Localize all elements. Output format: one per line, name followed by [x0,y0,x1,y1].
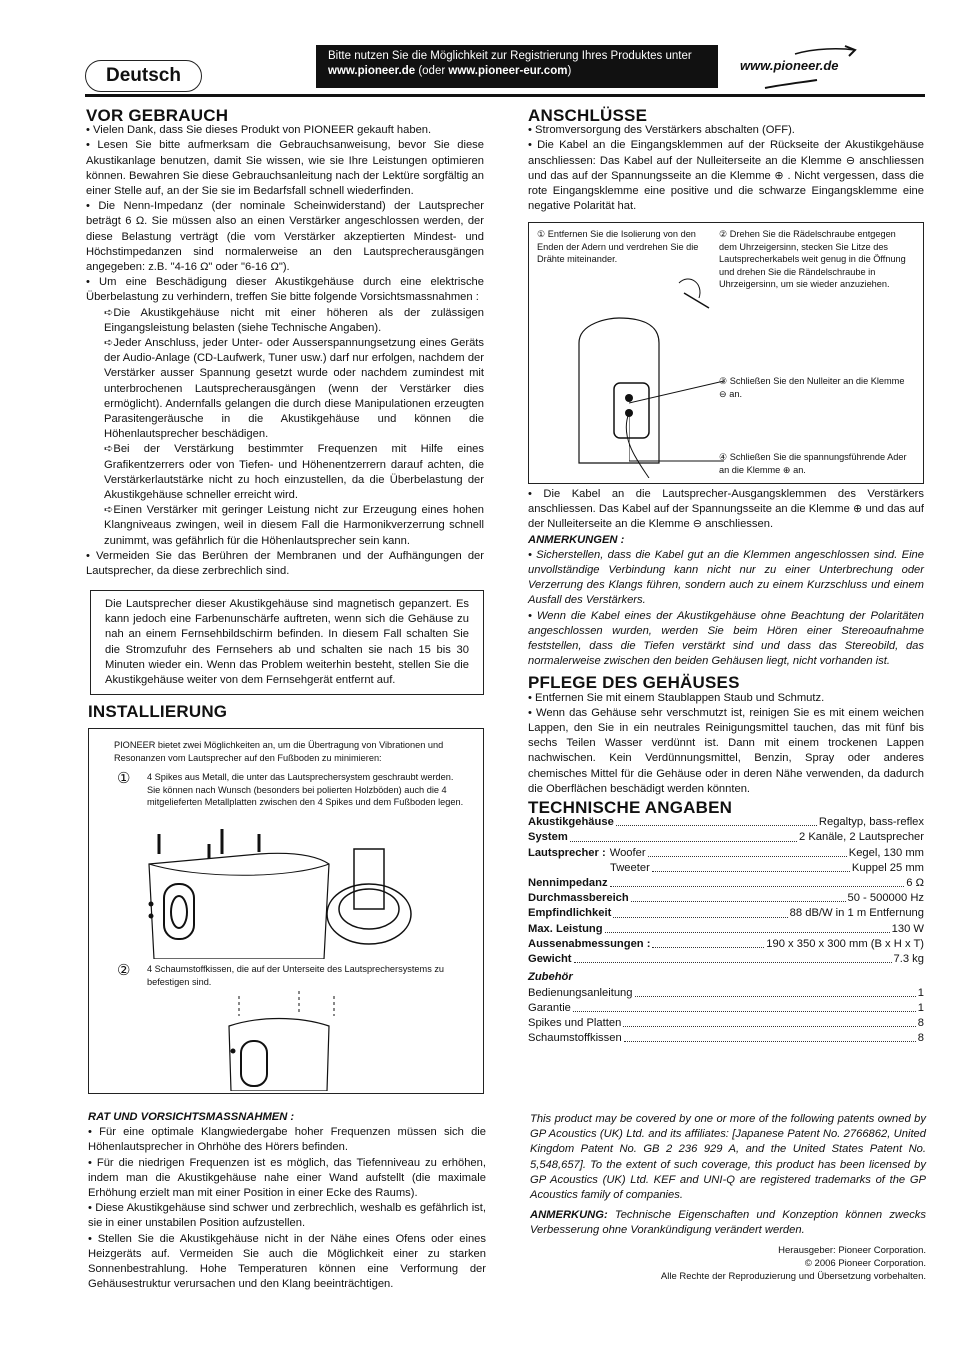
spec-row [528,891,924,906]
registration-banner [316,45,718,88]
spec-key: Lautsprecher : [528,846,606,859]
spec-row [528,876,924,891]
spec-row [528,1001,924,1016]
leader-lines [629,373,729,473]
dot-leader [623,1016,915,1027]
spec-value: 8 [917,1016,924,1029]
install-option-2: 4 Schaumstoffkissen, die auf der Unterseite des Lautsprechersystems zu befestigen sind. [147,964,445,987]
install-intro: PIONEER bietet zwei Möglichkeiten an, um die Übertragung von Vibrationen und Resonanzen vom Lautsprecher auf den Fußboden zu minimieren: [114,740,444,763]
spec-key: System [528,831,568,844]
section-title-vor-gebrauch: VOR GEBRAUCH [86,106,229,125]
change-notice [530,1208,926,1238]
spec-value: 88 dB/W in 1 m Entfernung [789,907,924,920]
section-title-anschluesse: ANSCHLÜSSE [528,106,648,125]
banner-end: ) [567,65,572,77]
paragraph: • Um eine Beschädigung dieser Akustikgehäuse durch eine elektrische Überbelastung zu verhindern, treffen Sie bitte folgende Vorsichtsmassnahmen : [86,276,484,304]
sub-paragraph: ➪Einen Verstärker mit geringer Leistung nicht zur Erzeugung eines hohen Klangniveaus zwingen, weil in diesem Fall die Harmonikverzerrung schnell zunimmt, was gefährlich für die Höhenlautsprecher sein kann. [104,504,484,547]
spec-key: Gewicht [528,953,572,966]
spec-row [528,952,924,967]
paragraph: • Die Kabel an die Eingangsklemmen auf der Rückseite der Akustikgehäuse anschliessen: Das Kabel auf der Nulleiterseite an die Klemme ⊖ anschliessen und das auf der Spannungsseite an die Klemme ⊕ . Nicht vergessen, dass die rote Eingangsklemme eine positive und die schwarze Eingangsklemme eine negative Polarität hat. [528,139,924,213]
spec-value: 6 Ω [906,877,924,890]
section-title-pflege: PFLEGE DES GEHÄUSES [528,673,740,693]
dot-leader [616,815,817,826]
change-notice-text: Technische Eigenschaften und Konzeption können zwecks Verbesserung ohne Vorankündigung verändert werden. [530,1209,926,1237]
publisher-block [661,1244,926,1283]
spec-subkey: Woofer [609,846,646,859]
notes-title: ANMERKUNGEN : [528,533,625,546]
step-4: ④ Schließen Sie die spannungsführende Ader an die Klemme ⊕ an. [719,452,907,475]
paragraph: • Vielen Dank, dass Sie dieses Produkt von PIONEER gekauft haben. [86,124,432,137]
note: • Wenn die Kabel eines der Akustikgehäuse ohne Beachtung der Polaritäten angeschlossen wurden, werden Sie beim Hören einer Stereoaufnahme feststellen, dass die Tiefen verstärkt sind und dass das Stereobild, das normalerweise zwischen den beiden Gehäusen liegt, nicht vorhanden ist. [528,609,924,668]
spec-key: Aussenabmessungen : [528,937,651,950]
spec-table [528,815,924,967]
spec-key: Schaumstoffkissen [528,1032,622,1045]
step-3: ③ Schließen Sie den Nulleiter an die Klemme ⊖ an. [719,376,905,399]
spec-row [528,861,924,876]
spec-subkey: Tweeter [610,861,650,874]
dot-leader [574,952,892,963]
step-number: ② [117,962,131,979]
rights: Alle Rechte der Reproduzierung und Übersetzung vorbehalten. [660,1271,926,1282]
spec-key: Garantie [528,1001,571,1014]
step-number: ① [117,770,131,787]
installation-figure [88,728,484,1094]
foam-pads-illustration [219,991,369,1091]
spec-row [528,906,924,921]
dot-leader [631,891,846,902]
dot-leader [624,1031,916,1042]
spec-value: Kuppel 25 mm [851,861,924,874]
dot-leader [652,861,850,872]
spec-key: Max. Leistung [528,922,603,935]
spec-value: 1 [917,1001,924,1014]
language-label: Deutsch [85,60,202,92]
spec-key: Nennimpedanz [528,877,608,890]
sub-paragraph: ➪Jeder Anschluss, jeder Unter- oder Ausserspannungsetzung eines Geräts der Audio-Anlage (CD-Laufwerk, Tuner usw.) darf nur erfolgen, nachdem der Verstärker ausser Spannung gesetzt wurde oder nachdem zumindest mit unterbrochenen Lautsprecherausgängen (wenn der Verstärker dies ermöglicht). Andernfalls gelangen die durch diese Manipulationen erzeugten Parasitengeräusche in die Akustikgehäuse und können die Höhenlautsprecher beschädigen. [104,337,484,441]
paragraph: • Vermeiden Sie das Berühren der Membranen und der Aufhängungen der Lautsprecher, da diese zerbrechlich sind. [86,549,484,578]
sub-paragraph: ➪Die Akustikgehäuse nicht mit einer höheren als der zulässigen Eingangsleistung belasten (siehe Technische Angaben). [104,306,484,334]
copyright: © 2006 Pioneer Corporation. [804,1258,926,1269]
spec-value: 130 W [891,922,924,935]
paragraph: • Entfernen Sie mit einem Staublappen Staub und Schmutz. [528,691,825,704]
accessories-table [528,986,924,1047]
dot-leader [570,830,797,841]
note: • Sicherstellen, dass die Kabel gut an die Klemmen angeschlossen sind. Eine unvollständige Verbindung kann nicht nur zu einer Unterbrechung oder Verzerrung des Klangs führen, sondern auch zu einem Kurzschluss und einem Ausfall des Verstärkers. [528,548,924,607]
spec-value: Regaltyp, bass-reflex [818,816,924,829]
spec-value: 8 [917,1032,924,1045]
banner-mid: (oder [415,65,449,77]
banner-url2[interactable]: www.pioneer-eur.com [448,65,568,77]
spec-row [528,937,924,952]
spec-row [528,922,924,937]
right-column-top [528,108,924,214]
spec-row [528,830,924,845]
dot-leader [648,846,847,857]
paragraph: • Die Nenn-Impedanz (der nominale Scheinwiderstand) der Lautsprecher beträgt 6 Ω. Sie müssen also an einen Verstärker angeschlossen werden, der diese Belastung verträgt (die vom Verstärker akzeptierten Mindest- und Höchstimpedanzen sind normalerweise an den Lautsprecherausgängen angegeben: z.B. "4-16 Ω" oder "6-16 Ω"). [86,200,484,274]
header-rule [85,94,925,97]
dot-leader [573,1001,916,1012]
dot-leader [652,937,764,948]
publisher: Herausgeber: Pioneer Corporation. [778,1245,926,1256]
dot-leader [610,876,905,887]
accessories-title: Zubehör [528,971,573,984]
spec-key: Empfindlichkeit [528,907,612,920]
connection-figure [528,222,924,484]
paragraph: • Lesen Sie bitte aufmerksam die Gebrauchsanweisung, bevor Sie diese Akustikanlage benutzen, damit Sie wissen, wie sie Ihre Leistungen optimieren können. Bewahren Sie diese Gebrauchsanleitung nach der Lektüre sorgfältig an einer Stelle auf, an der Sie sie im Bedarfsfall schnell wiederfinden. [86,139,484,198]
section-title-installierung: INSTALLIERUNG [88,702,228,721]
spec-row [528,1016,924,1031]
magnetic-notice-box [90,590,484,695]
install-option-1: 4 Spikes aus Metall, die unter das Lautsprechersystem geschraubt werden. Sie können nach Wunsch (besonders bei polierten Holzböden) auch die 4 mitgelieferten Metallplatten zwischen den 4 Spikes und dem Fußboden legen. [147,772,464,808]
spec-row [528,846,924,861]
spec-key: Akustikgehäuse [528,816,614,829]
spec-value: 1 [917,986,924,999]
spec-value: 190 x 350 x 300 mm (B x H x T) [766,937,924,950]
banner-line2 [328,64,706,79]
spec-key: Spikes und Platten [528,1016,622,1029]
paragraph: • Stellen Sie die Akustikgehäuse nicht in der Nähe eines Ofens oder eines Heizgeräts auf. Vermeiden Sie auch die Möglichkeit einer zu starken Sonnenbestrahlung. Hohe Temperaturen können eine Verformung der Gehäusestruktur verursachen und den Klang beeinträchtigen. [88,1232,486,1291]
spec-key: Bedienungsanleitung [528,986,633,999]
paragraph: • Stromversorgung des Verstärkers abschalten (OFF). [528,124,795,137]
notice-text: Die Lautsprecher dieser Akustikgehäuse sind magnetisch gepanzert. Es kann jedoch eine Farbenunschärfe auftreten, wenn sich die Gehäuse zu nah an einem Fernsehbildschirm befinden. In diesem Fall schalten Sie die Stromzufuhr des Fernsehers ab und schalten sie nach 15 bis 30 Minuten wieder ein. Wenn das Problem weiterhin besteht, stellen Sie die Akustikgehäuse weiter von dem Fernsehgerät entfernt auf. [105,598,469,687]
spec-value: 2 Kanäle, 2 Lautsprecher [798,831,924,844]
dot-leader [605,922,890,933]
paragraph: • Für die niedrigen Frequenzen ist es möglich, das Tiefenniveau zu erhöhen, indem man die Akustikgehäuse nahe einer Wand aufstellt (die maximale Erhöhung erzielt man mit einer Position in einer Ecke des Raums). [88,1156,486,1200]
spikes-illustration [139,824,469,959]
spec-key: Durchmassbereich [528,892,629,905]
paragraph: • Diese Akustikgehäuse sind schwer und zerbrechlich, weshalb es gefährlich ist, sie in einer unstabilen Position aufzustellen. [88,1202,486,1230]
step-2: ② Drehen Sie die Rädelschraube entgegen dem Uhrzeigersinn, stecken Sie Litze des Lautsprecherkabels weit genug in die Öffnung und drehen Sie die Rändelschraube in Uhrzeigersinn, um sie wieder anzuziehen. [719,229,906,290]
paragraph: • Wenn das Gehäuse sehr verschmutzt ist, reinigen Sie es mit einem weichen Lappen, den Sie in ein neutrales Reinigungsmittel tauchen, das mit fünf bis sechs Teilen Wasser verdünnt ist. Dann mit einem trockenen Lappen nachwischen. Kein Verdünnungsmittel, Benzin, Spray oder anderes chemisches Mittel für die Gehäuse oder in deren Nähe verwenden, da dadurch die Oberflächen beschädigt werden könnten. [528,706,924,795]
spec-value: 7.3 kg [893,953,924,966]
paragraph: • Die Kabel an die Lautsprecher-Ausgangsklemmen des Verstärkers anschliessen. Das Kabel auf der Spannungsseite an die Klemme ⊕ und das auf der Nulleiterseite an die Klemme ⊖ anschliessen. [528,488,924,531]
section-title-technische-angaben: TECHNISCHE ANGABEN [528,798,733,818]
dot-leader [635,986,916,997]
patent-notice: This product may be covered by one or more of the following patents owned by GP Acoustics (UK) Ltd. and its affiliates: [Japanese Patent No. 2766862, United Kingdom Patent No. GB 2 236 929 A, and the United States Patent No. 5,548,657]. To the extent of such coverage, this product has been licensed by GP Acoustics (UK) Ltd. KEF and UNI-Q are registered trademarks of the GP Acoustics family of companies. [530,1113,926,1202]
change-notice-label: ANMERKUNG: [530,1209,608,1221]
spec-row [528,815,924,830]
banner-line1: Bitte nutzen Sie die Möglichkeit zur Registrierung Ihres Produktes unter [328,50,692,62]
tips-section [88,1110,486,1292]
spec-row [528,986,924,1001]
tips-title: RAT UND VORSICHTSMASSNAHMEN : [88,1111,295,1123]
spec-row [528,1031,924,1046]
step-1: ① Entfernen Sie die Isolierung von den Enden der Adern und verdrehen Sie die Drähte miteinander. [537,229,699,265]
right-column-mid [528,487,924,1046]
banner-url1[interactable]: www.pioneer.de [328,65,416,77]
left-column [86,108,484,579]
dot-leader [613,906,787,917]
paragraph: • Für eine optimale Klangwiedergabe hoher Frequenzen müssen sich die Höhenlautsprecher in Ohrhöhe des Hörers befinden. [88,1126,486,1154]
spec-value: Kegel, 130 mm [848,846,924,859]
spec-value: 50 - 500000 Hz [847,892,924,905]
sub-paragraph: ➪Bei der Verstärkung bestimmter Frequenzen mit Hilfe eines Grafikentzerrers oder von Tiefen- und Höhenentzerrern darauf achten, die Verstärkerlautstärke nicht zu hoch einzustellen, da die Überbelastung der Akustikgehäuse schneller erreicht wird. [104,443,484,502]
site-url[interactable]: www.pioneer.de [740,58,839,73]
